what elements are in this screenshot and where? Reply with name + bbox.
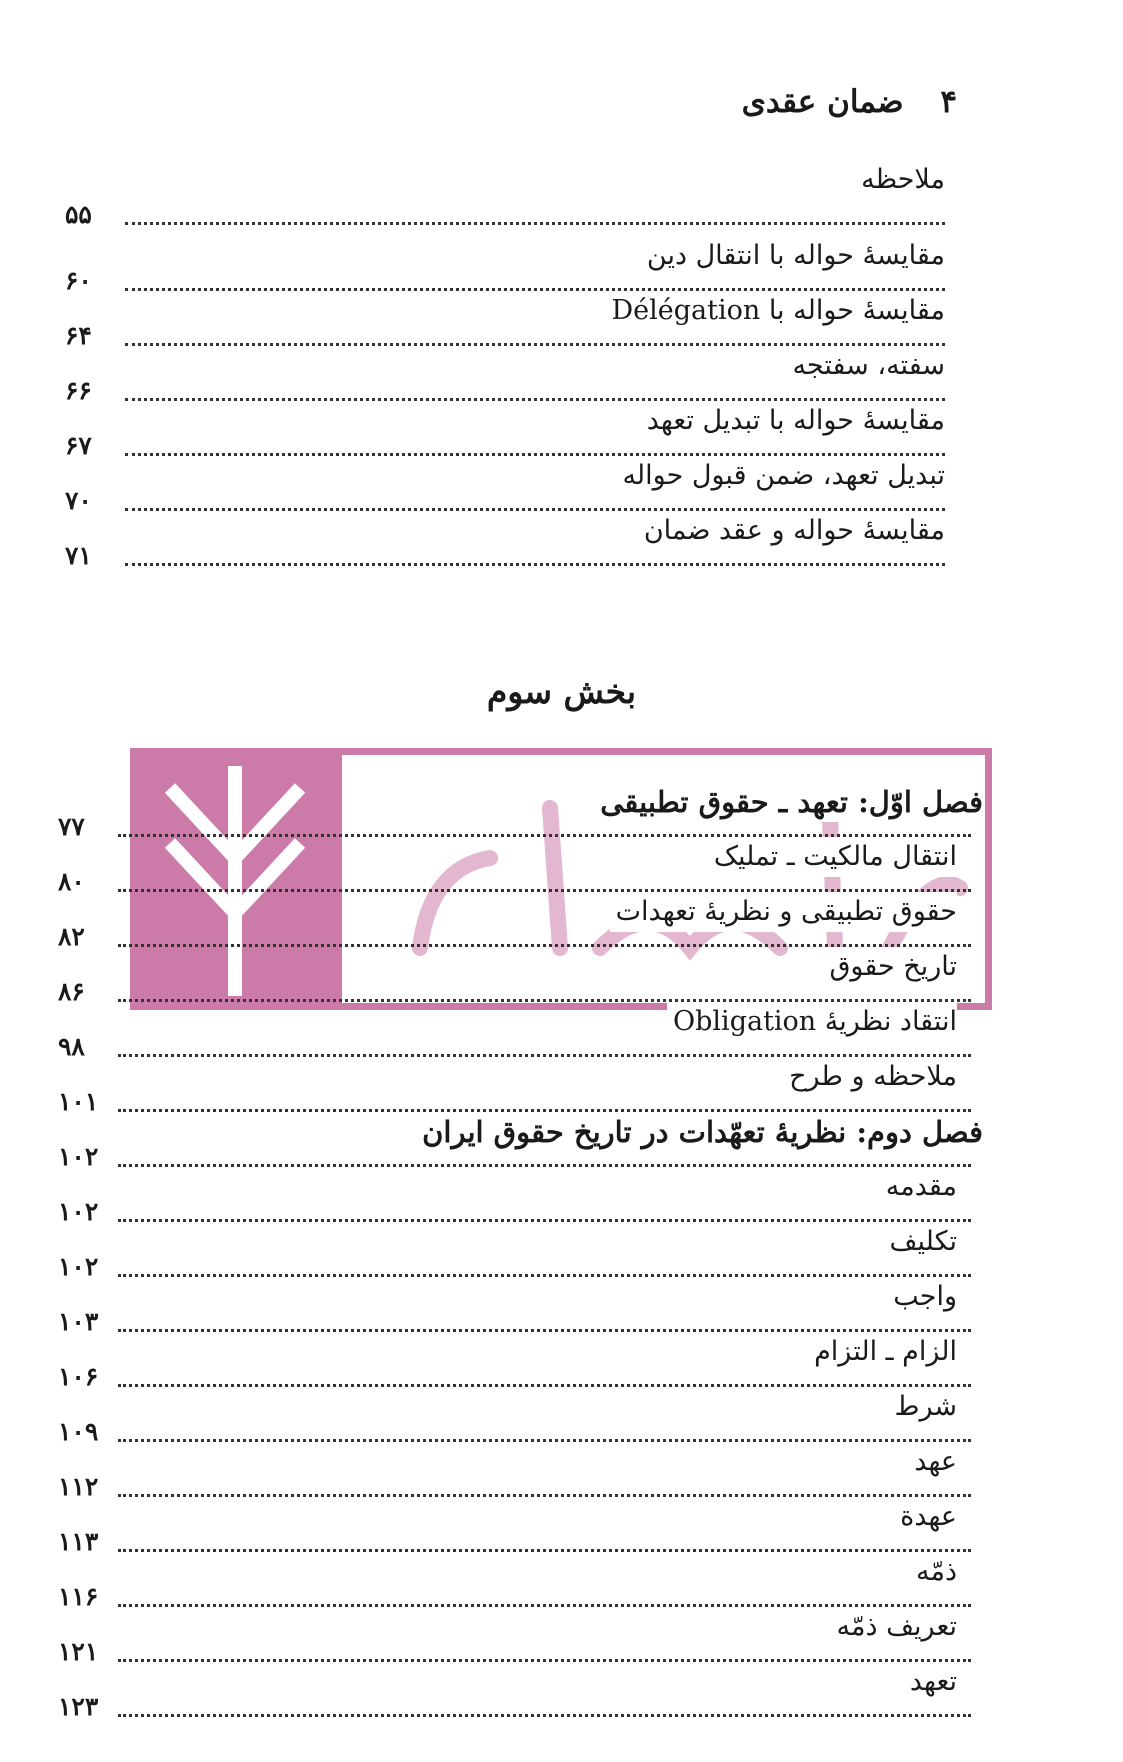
toc-entry-title: شرط [889,1387,958,1427]
dot-leader [125,496,945,511]
toc-entry-title: واجب [887,1277,957,1317]
toc-entry [58,1277,971,1336]
dot-leader [125,210,945,225]
toc-entry-page: ۱۱۲ [58,1472,99,1501]
dot-leader [118,1372,971,1387]
toc-entry-page: ۶۰ [65,266,92,295]
toc-entry-title: الزام ـ التزام [808,1332,957,1372]
toc-entry [58,1332,971,1391]
toc-entry [65,291,945,350]
toc-entry-page: ۷۰ [65,486,92,515]
toc-entry-page: ۱۰۹ [58,1417,99,1446]
dot-leader [118,1097,971,1112]
toc-entry-title: عهدة [894,1497,957,1537]
dot-leader [118,1647,971,1662]
toc-entry-title: تعریف ذمّه [831,1607,957,1647]
toc-entry-page: ۸۰ [58,867,85,896]
toc-entry [58,782,983,841]
toc-section-a [65,160,945,570]
toc-entry-page: ۷۷ [58,812,85,841]
toc-entry-page: ۵۵ [65,200,92,229]
toc-entry [58,837,971,896]
toc-section-b [58,782,983,1721]
dot-leader [118,1207,971,1222]
toc-entry [65,160,945,200]
dot-leader [118,1152,971,1167]
toc-entry [65,456,945,515]
dot-leader [125,331,945,346]
toc-entry-title: تعهد [904,1662,957,1702]
toc-entry [58,947,971,1006]
toc-entry [58,1002,971,1061]
toc-entry-title: مقایسهٔ حواله و عقد ضمان [638,511,945,551]
toc-entry [58,1442,971,1501]
toc-entry [58,892,971,951]
dot-leader [125,551,945,566]
toc-entry [58,1057,971,1116]
dot-leader [118,1592,971,1607]
dot-leader [118,822,971,837]
toc-entry-page: ۸۶ [58,977,85,1006]
toc-entry-title: تاریخ حقوق [823,947,957,987]
toc-entry [65,346,945,405]
header-book-title: ضمان عقدی [741,84,904,120]
toc-entry [58,1552,971,1611]
toc-entry-title: فصل دوم: نظریهٔ تعهّدات در تاریخ حقوق ایران [416,1112,983,1152]
dot-leader [125,276,945,291]
toc-entry-page: ۱۱۳ [58,1527,99,1556]
toc-entry-title: سفته، سفتجه [786,346,945,386]
dot-leader [118,932,971,947]
header-page-number: ۴ [940,84,957,120]
toc-entry-page: ۱۰۶ [58,1362,99,1391]
toc-entry-title: ملاحظه و طرح [783,1057,957,1097]
toc-entry-page: ۷۱ [65,541,92,570]
toc-entry [58,1497,971,1556]
toc-entry-page: ۱۰۲ [58,1197,99,1226]
toc-entry-page: ۱۰۱ [58,1087,99,1116]
toc-entry-page: ۱۰۲ [58,1252,99,1281]
toc-entry-page: ۶۷ [65,431,92,460]
dot-leader [118,1042,971,1057]
toc-entry-page: ۱۱۶ [58,1582,99,1611]
toc-entry-title: مقایسهٔ حواله با انتقال دین [641,236,945,276]
toc-entry-page: ۹۸ [58,1032,85,1061]
toc-entry-page: ۶۴ [65,321,92,350]
toc-entry [65,200,945,236]
toc-entry [58,1387,971,1446]
toc-entry-title: مقایسهٔ حواله با Délégation [605,291,945,331]
toc-entry-page: ۸۲ [58,922,85,951]
toc-entry-title: عهد [908,1442,957,1482]
toc-entry-title: انتقال مالکیت ـ تملیک [708,837,957,877]
toc-entry-title: تکلیف [884,1222,957,1262]
dot-leader [125,386,945,401]
toc-entry-title: حقوق تطبیقی و نظریهٔ تعهدات [610,892,957,932]
toc-entry-title: فصل اوّل: تعهد ـ حقوق تطبیقی [594,782,983,822]
toc-entry-title: تبدیل تعهد، ضمن قبول حواله [616,456,945,496]
toc-entry-title: مقدمه [880,1167,957,1207]
toc-entry-page: ۱۲۱ [58,1637,99,1666]
running-header [742,84,957,120]
toc-entry-page: ۱۲۳ [58,1692,99,1721]
toc-entry-page: ۶۶ [65,376,92,405]
toc-list-a [65,160,945,570]
toc-entry [65,511,945,570]
dot-leader [118,1702,971,1717]
dot-leader [118,1427,971,1442]
part-title: بخش سوم [486,672,637,711]
toc-list-b [58,782,983,1721]
dot-leader [118,877,971,892]
toc-entry-page: ۱۰۳ [58,1307,99,1336]
toc-entry-page: ۱۰۲ [58,1142,99,1171]
dot-leader [118,987,971,1002]
dot-leader [118,1482,971,1497]
dot-leader [125,441,945,456]
toc-entry [58,1167,971,1226]
dot-leader [118,1317,971,1332]
toc-entry [58,1222,971,1281]
toc-entry [58,1607,971,1666]
toc-entry-title: انتقاد نظریهٔ Obligation [667,1002,957,1042]
toc-entry-title: ملاحظه [855,160,945,200]
toc-entry [65,236,945,295]
dot-leader [118,1262,971,1277]
toc-entry [58,1112,983,1171]
toc-entry [58,1662,971,1721]
toc-entry-title: ذمّه [910,1552,957,1592]
dot-leader [118,1537,971,1552]
toc-entry-title: مقایسهٔ حواله با تبدیل تعهد [641,401,945,441]
toc-entry [65,401,945,460]
